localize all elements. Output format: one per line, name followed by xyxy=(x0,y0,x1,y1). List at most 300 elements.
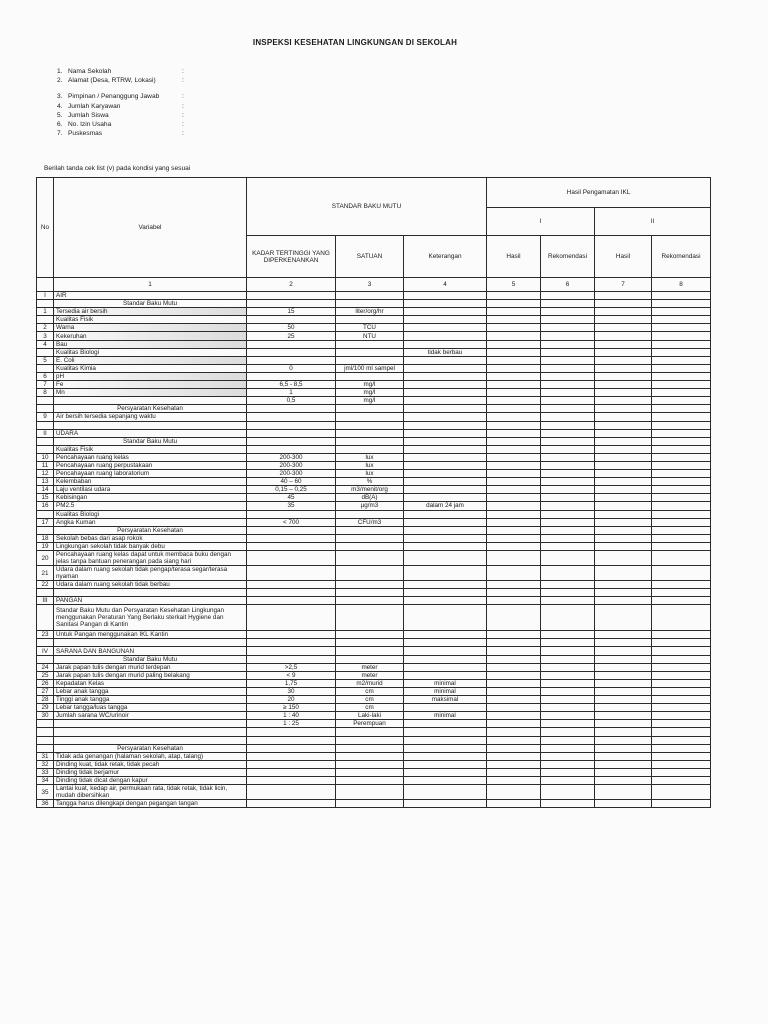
rekomendasi-2-cell[interactable] xyxy=(652,348,711,356)
rekomendasi-1-cell[interactable] xyxy=(541,364,595,372)
hasil-1-cell[interactable] xyxy=(487,704,541,712)
rekomendasi-2-cell[interactable] xyxy=(652,551,711,566)
rekomendasi-2-cell[interactable] xyxy=(652,437,711,445)
rekomendasi-2-cell[interactable] xyxy=(652,405,711,413)
rekomendasi-2-cell[interactable] xyxy=(652,300,711,308)
info-value-field[interactable]: : xyxy=(182,130,184,138)
info-label: Puskesmas xyxy=(68,130,103,138)
info-value-field[interactable]: : xyxy=(182,102,184,110)
hasil-2-cell[interactable] xyxy=(595,744,652,752)
rekomendasi-1-cell[interactable] xyxy=(541,728,595,736)
rekomendasi-1-cell[interactable] xyxy=(541,486,595,494)
rekomendasi-2-cell[interactable] xyxy=(652,696,711,704)
hasil-2-cell[interactable] xyxy=(595,800,652,808)
rekomendasi-1-cell[interactable] xyxy=(541,453,595,461)
info-value-field[interactable]: : xyxy=(182,93,184,101)
hasil-2-cell[interactable] xyxy=(595,421,652,429)
rekomendasi-1-cell[interactable] xyxy=(541,589,595,597)
hasil-1-cell[interactable] xyxy=(487,470,541,478)
rekomendasi-2-cell[interactable] xyxy=(652,340,711,348)
rekomendasi-1-cell[interactable] xyxy=(541,768,595,776)
hasil-1-cell[interactable] xyxy=(487,316,541,324)
rekomendasi-1-cell[interactable] xyxy=(541,348,595,356)
keterangan-cell xyxy=(404,800,487,808)
rekomendasi-1-cell[interactable] xyxy=(541,518,595,526)
rekomendasi-2-cell[interactable] xyxy=(652,413,711,421)
rekomendasi-2-cell[interactable] xyxy=(652,655,711,663)
keterangan-cell xyxy=(404,437,487,445)
hasil-2-cell[interactable] xyxy=(595,776,652,784)
hasil-1-cell[interactable] xyxy=(487,486,541,494)
hasil-2-cell[interactable] xyxy=(595,720,652,728)
rekomendasi-2-cell[interactable] xyxy=(652,534,711,542)
rekomendasi-2-cell[interactable] xyxy=(652,704,711,712)
rekomendasi-2-cell[interactable] xyxy=(652,389,711,397)
keterangan-cell xyxy=(404,461,487,469)
hasil-1-cell[interactable] xyxy=(487,502,541,510)
rekomendasi-1-cell[interactable] xyxy=(541,494,595,502)
rekomendasi-1-cell[interactable] xyxy=(541,534,595,542)
rekomendasi-1-cell[interactable] xyxy=(541,316,595,324)
rekomendasi-2-cell[interactable] xyxy=(652,752,711,760)
hasil-2-cell[interactable] xyxy=(595,397,652,405)
rekomendasi-2-cell[interactable] xyxy=(652,364,711,372)
hasil-2-cell[interactable] xyxy=(595,332,652,340)
hasil-2-cell[interactable] xyxy=(595,704,652,712)
rekomendasi-2-cell[interactable] xyxy=(652,736,711,744)
rekomendasi-1-cell[interactable] xyxy=(541,639,595,647)
hasil-2-cell[interactable] xyxy=(595,639,652,647)
hasil-2-cell[interactable] xyxy=(595,760,652,768)
rekomendasi-1-cell[interactable] xyxy=(541,332,595,340)
kadar-cell xyxy=(247,405,336,413)
rekomendasi-1-cell[interactable] xyxy=(541,581,595,589)
hasil-1-cell[interactable] xyxy=(487,372,541,380)
kadar-cell: >2,5 xyxy=(247,663,336,671)
hasil-2-cell[interactable] xyxy=(595,389,652,397)
kadar-cell: 50 xyxy=(247,324,336,332)
hasil-1-cell[interactable] xyxy=(487,405,541,413)
info-label: Jumlah Karyawan xyxy=(68,102,121,110)
rekomendasi-1-cell[interactable] xyxy=(541,421,595,429)
table-row xyxy=(37,356,711,364)
rekomendasi-1-cell[interactable] xyxy=(541,308,595,316)
rekomendasi-1-cell[interactable] xyxy=(541,744,595,752)
variable-cell: Pencahayaan ruang laboratorium xyxy=(54,470,247,478)
variable-cell: Udara dalam ruang sekolah tidak berbau xyxy=(54,581,247,589)
keterangan-cell: minimal xyxy=(404,712,487,720)
satuan-cell xyxy=(336,316,404,324)
hasil-1-cell[interactable] xyxy=(487,566,541,581)
info-number: 7. xyxy=(57,130,63,138)
rekomendasi-1-cell[interactable] xyxy=(541,597,595,605)
rekomendasi-1-cell[interactable] xyxy=(541,389,595,397)
rekomendasi-1-cell[interactable] xyxy=(541,502,595,510)
rekomendasi-1-cell[interactable] xyxy=(541,413,595,421)
keterangan-cell xyxy=(404,647,487,655)
info-number: 3. xyxy=(57,93,63,101)
hasil-2-cell[interactable] xyxy=(595,542,652,550)
rekomendasi-2-cell[interactable] xyxy=(652,800,711,808)
hasil-1-cell[interactable] xyxy=(487,356,541,364)
rekomendasi-1-cell[interactable] xyxy=(541,712,595,720)
rekomendasi-2-cell[interactable] xyxy=(652,445,711,453)
rekomendasi-2-cell[interactable] xyxy=(652,421,711,429)
rekomendasi-2-cell[interactable] xyxy=(652,785,711,800)
table-row xyxy=(37,526,711,534)
hasil-1-cell[interactable] xyxy=(487,348,541,356)
hasil-1-cell[interactable] xyxy=(487,647,541,655)
header-rekomendasi-1: Rekomendasi xyxy=(541,236,595,278)
rekomendasi-2-cell[interactable] xyxy=(652,372,711,380)
hasil-1-cell[interactable] xyxy=(487,421,541,429)
hasil-2-cell[interactable] xyxy=(595,478,652,486)
hasil-1-cell[interactable] xyxy=(487,413,541,421)
hasil-2-cell[interactable] xyxy=(595,300,652,308)
hasil-2-cell[interactable] xyxy=(595,470,652,478)
hasil-2-cell[interactable] xyxy=(595,445,652,453)
rekomendasi-2-cell[interactable] xyxy=(652,581,711,589)
hasil-1-cell[interactable] xyxy=(487,542,541,550)
rekomendasi-1-cell[interactable] xyxy=(541,340,595,348)
hasil-1-cell[interactable] xyxy=(487,381,541,389)
rekomendasi-1-cell[interactable] xyxy=(541,655,595,663)
hasil-1-cell[interactable] xyxy=(487,364,541,372)
rekomendasi-1-cell[interactable] xyxy=(541,736,595,744)
row-number: 12 xyxy=(37,470,54,478)
hasil-1-cell[interactable] xyxy=(487,605,541,631)
rekomendasi-2-cell[interactable] xyxy=(652,647,711,655)
hasil-2-cell[interactable] xyxy=(595,647,652,655)
column-number-row xyxy=(37,278,711,292)
rekomendasi-1-cell[interactable] xyxy=(541,381,595,389)
rekomendasi-2-cell[interactable] xyxy=(652,671,711,679)
hasil-1-cell[interactable] xyxy=(487,518,541,526)
kadar-cell xyxy=(247,510,336,518)
hasil-2-cell[interactable] xyxy=(595,316,652,324)
rekomendasi-2-cell[interactable] xyxy=(652,744,711,752)
rekomendasi-2-cell[interactable] xyxy=(652,712,711,720)
rekomendasi-1-cell[interactable] xyxy=(541,405,595,413)
rekomendasi-2-cell[interactable] xyxy=(652,760,711,768)
hasil-1-cell[interactable] xyxy=(487,720,541,728)
info-value-field[interactable]: : xyxy=(182,68,184,75)
hasil-1-cell[interactable] xyxy=(487,300,541,308)
hasil-2-cell[interactable] xyxy=(595,663,652,671)
rekomendasi-1-cell[interactable] xyxy=(541,478,595,486)
kadar-cell: 0,15 – 0,25 xyxy=(247,486,336,494)
hasil-2-cell[interactable] xyxy=(595,526,652,534)
hasil-1-cell[interactable] xyxy=(487,437,541,445)
rekomendasi-1-cell[interactable] xyxy=(541,324,595,332)
keterangan-cell xyxy=(404,364,487,372)
keterangan-cell xyxy=(404,405,487,413)
hasil-2-cell[interactable] xyxy=(595,324,652,332)
rekomendasi-1-cell[interactable] xyxy=(541,800,595,808)
rekomendasi-2-cell[interactable] xyxy=(652,381,711,389)
row-number: II xyxy=(37,429,54,437)
hasil-1-cell[interactable] xyxy=(487,597,541,605)
hasil-2-cell[interactable] xyxy=(595,655,652,663)
row-number: 25 xyxy=(37,671,54,679)
hasil-1-cell[interactable] xyxy=(487,324,541,332)
hasil-1-cell[interactable] xyxy=(487,478,541,486)
hasil-1-cell[interactable] xyxy=(487,526,541,534)
hasil-2-cell[interactable] xyxy=(595,429,652,437)
rekomendasi-2-cell[interactable] xyxy=(652,526,711,534)
hasil-1-cell[interactable] xyxy=(487,663,541,671)
row-number: 10 xyxy=(37,453,54,461)
rekomendasi-2-cell[interactable] xyxy=(652,542,711,550)
hasil-2-cell[interactable] xyxy=(595,518,652,526)
column-number: 4 xyxy=(404,278,487,292)
rekomendasi-1-cell[interactable] xyxy=(541,551,595,566)
satuan-cell xyxy=(336,429,404,437)
satuan-cell xyxy=(336,631,404,639)
variable-cell: Air bersih tersedia sepanjang waktu xyxy=(54,413,247,421)
row-number: 7 xyxy=(37,381,54,389)
rekomendasi-1-cell[interactable] xyxy=(541,647,595,655)
info-value-field[interactable]: : xyxy=(182,77,184,85)
rekomendasi-1-cell[interactable] xyxy=(541,687,595,695)
rekomendasi-1-cell[interactable] xyxy=(541,372,595,380)
rekomendasi-2-cell[interactable] xyxy=(652,597,711,605)
hasil-2-cell[interactable] xyxy=(595,502,652,510)
rekomendasi-1-cell[interactable] xyxy=(541,704,595,712)
rekomendasi-2-cell[interactable] xyxy=(652,324,711,332)
hasil-1-cell[interactable] xyxy=(487,494,541,502)
rekomendasi-2-cell[interactable] xyxy=(652,316,711,324)
hasil-1-cell[interactable] xyxy=(487,581,541,589)
info-value-field[interactable]: : xyxy=(182,111,184,119)
hasil-2-cell[interactable] xyxy=(595,356,652,364)
rekomendasi-1-cell[interactable] xyxy=(541,510,595,518)
hasil-1-cell[interactable] xyxy=(487,551,541,566)
table-row xyxy=(37,744,711,752)
hasil-1-cell[interactable] xyxy=(487,728,541,736)
hasil-1-cell[interactable] xyxy=(487,429,541,437)
kadar-cell xyxy=(247,768,336,776)
hasil-2-cell[interactable] xyxy=(595,494,652,502)
hasil-1-cell[interactable] xyxy=(487,292,541,300)
rekomendasi-1-cell[interactable] xyxy=(541,631,595,639)
rekomendasi-1-cell[interactable] xyxy=(541,461,595,469)
hasil-2-cell[interactable] xyxy=(595,413,652,421)
rekomendasi-2-cell[interactable] xyxy=(652,589,711,597)
hasil-2-cell[interactable] xyxy=(595,486,652,494)
hasil-1-cell[interactable] xyxy=(487,696,541,704)
hasil-1-cell[interactable] xyxy=(487,736,541,744)
hasil-2-cell[interactable] xyxy=(595,340,652,348)
rekomendasi-1-cell[interactable] xyxy=(541,542,595,550)
rekomendasi-1-cell[interactable] xyxy=(541,720,595,728)
rekomendasi-2-cell[interactable] xyxy=(652,502,711,510)
kadar-cell xyxy=(247,744,336,752)
header-rekomendasi-2: Rekomendasi xyxy=(652,236,711,278)
hasil-2-cell[interactable] xyxy=(595,768,652,776)
hasil-1-cell[interactable] xyxy=(487,453,541,461)
hasil-2-cell[interactable] xyxy=(595,308,652,316)
hasil-2-cell[interactable] xyxy=(595,566,652,581)
kadar-cell xyxy=(247,534,336,542)
hasil-2-cell[interactable] xyxy=(595,437,652,445)
rekomendasi-2-cell[interactable] xyxy=(652,356,711,364)
rekomendasi-2-cell[interactable] xyxy=(652,768,711,776)
rekomendasi-2-cell[interactable] xyxy=(652,679,711,687)
rekomendasi-1-cell[interactable] xyxy=(541,445,595,453)
rekomendasi-1-cell[interactable] xyxy=(541,776,595,784)
info-value-field[interactable]: : xyxy=(182,121,184,129)
hasil-1-cell[interactable] xyxy=(487,768,541,776)
keterangan-cell xyxy=(404,429,487,437)
rekomendasi-2-cell[interactable] xyxy=(652,429,711,437)
hasil-2-cell[interactable] xyxy=(595,364,652,372)
hasil-1-cell[interactable] xyxy=(487,445,541,453)
rekomendasi-1-cell[interactable] xyxy=(541,437,595,445)
hasil-2-cell[interactable] xyxy=(595,785,652,800)
hasil-1-cell[interactable] xyxy=(487,744,541,752)
rekomendasi-1-cell[interactable] xyxy=(541,429,595,437)
row-number xyxy=(37,300,54,308)
rekomendasi-2-cell[interactable] xyxy=(652,566,711,581)
hasil-2-cell[interactable] xyxy=(595,752,652,760)
table-row xyxy=(37,421,711,429)
rekomendasi-1-cell[interactable] xyxy=(541,470,595,478)
hasil-2-cell[interactable] xyxy=(595,581,652,589)
hasil-2-cell[interactable] xyxy=(595,453,652,461)
hasil-1-cell[interactable] xyxy=(487,461,541,469)
satuan-cell xyxy=(336,752,404,760)
rekomendasi-2-cell[interactable] xyxy=(652,292,711,300)
hasil-1-cell[interactable] xyxy=(487,800,541,808)
hasil-1-cell[interactable] xyxy=(487,340,541,348)
hasil-2-cell[interactable] xyxy=(595,372,652,380)
hasil-2-cell[interactable] xyxy=(595,687,652,695)
rekomendasi-1-cell[interactable] xyxy=(541,752,595,760)
hasil-2-cell[interactable] xyxy=(595,736,652,744)
rekomendasi-2-cell[interactable] xyxy=(652,308,711,316)
rekomendasi-1-cell[interactable] xyxy=(541,671,595,679)
rekomendasi-2-cell[interactable] xyxy=(652,605,711,631)
rekomendasi-2-cell[interactable] xyxy=(652,478,711,486)
rekomendasi-1-cell[interactable] xyxy=(541,760,595,768)
row-number xyxy=(37,526,54,534)
hasil-1-cell[interactable] xyxy=(487,655,541,663)
table-row xyxy=(37,785,711,800)
rekomendasi-2-cell[interactable] xyxy=(652,639,711,647)
hasil-2-cell[interactable] xyxy=(595,671,652,679)
hasil-2-cell[interactable] xyxy=(595,551,652,566)
rekomendasi-1-cell[interactable] xyxy=(541,397,595,405)
hasil-2-cell[interactable] xyxy=(595,679,652,687)
row-number: 1 xyxy=(37,308,54,316)
row-number: I xyxy=(37,292,54,300)
rekomendasi-1-cell[interactable] xyxy=(541,785,595,800)
hasil-1-cell[interactable] xyxy=(487,332,541,340)
rekomendasi-1-cell[interactable] xyxy=(541,663,595,671)
hasil-1-cell[interactable] xyxy=(487,752,541,760)
hasil-2-cell[interactable] xyxy=(595,589,652,597)
table-row xyxy=(37,663,711,671)
rekomendasi-1-cell[interactable] xyxy=(541,292,595,300)
hasil-2-cell[interactable] xyxy=(595,712,652,720)
row-number: 17 xyxy=(37,518,54,526)
rekomendasi-2-cell[interactable] xyxy=(652,453,711,461)
hasil-1-cell[interactable] xyxy=(487,510,541,518)
hasil-2-cell[interactable] xyxy=(595,461,652,469)
hasil-1-cell[interactable] xyxy=(487,308,541,316)
rekomendasi-2-cell[interactable] xyxy=(652,332,711,340)
hasil-2-cell[interactable] xyxy=(595,510,652,518)
rekomendasi-2-cell[interactable] xyxy=(652,631,711,639)
rekomendasi-1-cell[interactable] xyxy=(541,696,595,704)
rekomendasi-1-cell[interactable] xyxy=(541,679,595,687)
hasil-1-cell[interactable] xyxy=(487,534,541,542)
rekomendasi-1-cell[interactable] xyxy=(541,526,595,534)
rekomendasi-2-cell[interactable] xyxy=(652,461,711,469)
rekomendasi-2-cell[interactable] xyxy=(652,687,711,695)
rekomendasi-2-cell[interactable] xyxy=(652,470,711,478)
hasil-2-cell[interactable] xyxy=(595,534,652,542)
rekomendasi-1-cell[interactable] xyxy=(541,300,595,308)
rekomendasi-2-cell[interactable] xyxy=(652,494,711,502)
hasil-2-cell[interactable] xyxy=(595,605,652,631)
table-row xyxy=(37,639,711,647)
kadar-cell xyxy=(247,581,336,589)
rekomendasi-2-cell[interactable] xyxy=(652,663,711,671)
variable-cell: Tinggi anak tangga xyxy=(54,696,247,704)
hasil-1-cell[interactable] xyxy=(487,679,541,687)
hasil-1-cell[interactable] xyxy=(487,389,541,397)
hasil-1-cell[interactable] xyxy=(487,760,541,768)
rekomendasi-2-cell[interactable] xyxy=(652,776,711,784)
rekomendasi-2-cell[interactable] xyxy=(652,720,711,728)
hasil-2-cell[interactable] xyxy=(595,348,652,356)
rekomendasi-1-cell[interactable] xyxy=(541,605,595,631)
hasil-2-cell[interactable] xyxy=(595,728,652,736)
rekomendasi-2-cell[interactable] xyxy=(652,486,711,494)
satuan-cell xyxy=(336,372,404,380)
hasil-1-cell[interactable] xyxy=(487,712,541,720)
hasil-1-cell[interactable] xyxy=(487,397,541,405)
hasil-1-cell[interactable] xyxy=(487,785,541,800)
hasil-2-cell[interactable] xyxy=(595,381,652,389)
rekomendasi-1-cell[interactable] xyxy=(541,566,595,581)
hasil-1-cell[interactable] xyxy=(487,776,541,784)
rekomendasi-1-cell[interactable] xyxy=(541,356,595,364)
hasil-2-cell[interactable] xyxy=(595,405,652,413)
hasil-1-cell[interactable] xyxy=(487,671,541,679)
hasil-1-cell[interactable] xyxy=(487,687,541,695)
table-row xyxy=(37,494,711,502)
rekomendasi-2-cell[interactable] xyxy=(652,510,711,518)
satuan-cell xyxy=(336,639,404,647)
rekomendasi-2-cell[interactable] xyxy=(652,397,711,405)
satuan-cell: meter xyxy=(336,671,404,679)
header-no: No xyxy=(37,178,54,278)
hasil-2-cell[interactable] xyxy=(595,696,652,704)
hasil-2-cell[interactable] xyxy=(595,292,652,300)
hasil-1-cell[interactable] xyxy=(487,631,541,639)
hasil-2-cell[interactable] xyxy=(595,597,652,605)
hasil-1-cell[interactable] xyxy=(487,589,541,597)
hasil-1-cell[interactable] xyxy=(487,639,541,647)
kadar-cell xyxy=(247,437,336,445)
hasil-2-cell[interactable] xyxy=(595,631,652,639)
rekomendasi-2-cell[interactable] xyxy=(652,728,711,736)
table-row xyxy=(37,486,711,494)
rekomendasi-2-cell[interactable] xyxy=(652,518,711,526)
